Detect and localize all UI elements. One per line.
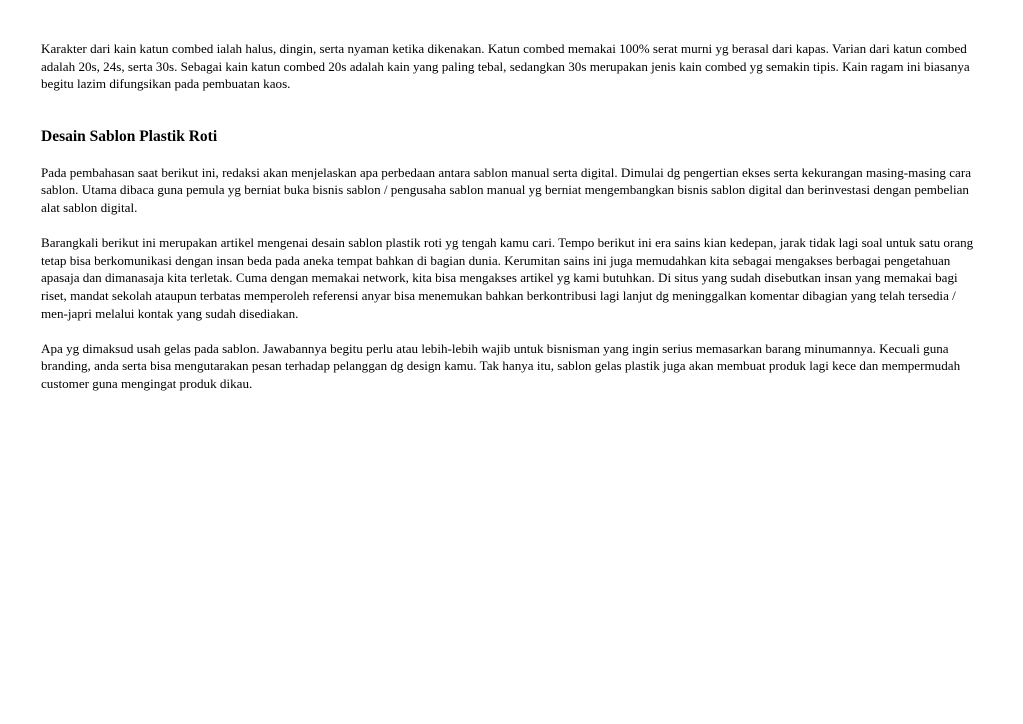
body-paragraph-3: Apa yg dimaksud usah gelas pada sablon. Jawabannya begitu perlu atau lebih-lebih wajib untuk bisnisman yang ingin serius memasarkan barang minumannya. Kecuali guna branding, anda serta bisa mengutarakan pesan terhadap pelanggan dg design kamu. Tak hanya itu, sablon gelas plastik juga akan membuat produk lagi kece dan mempermudah customer guna mengingat produk dikau. xyxy=(41,340,961,391)
intro-paragraph: Karakter dari kain katun combed ialah halus, dingin, serta nyaman ketika dikenakan. Katun combed memakai 100% serat murni yg berasal dari kapas. Varian dari katun combed adalah 20s, 24s, serta 30s. Sebagai kain katun combed 20s adalah kain yang paling tebal, sedangkan 30s merupakan jenis kain combed yg semakin tipis. Kain ragam ini biasanya begitu lazim difungsikan pada pembuatan kaos. xyxy=(41,41,970,92)
document-page xyxy=(41,40,981,393)
section-heading: Desain Sablon Plastik Roti xyxy=(41,127,218,145)
body-paragraph-2: Barangkali berikut ini merupakan artikel mengenai desain sablon plastik roti yg tengah kamu cari. Tempo berikut ini era sains kian kedepan, jarak tidak lagi soal untuk satu orang tetap bisa berkomunikasi dengan insan beda pada aneka tempat bahkan di bagian dunia. Kerumitan sains ini juga memudahkan kita sebagai mengakses berbagai pengetahuan apasaja dan dimanasaja kita terletak. Cuma dengan memakai network, kita bisa mengakses artikel yg kami butuhkan. Di situs yang sudah disebutkan insan yang memakai bagi riset, mandat sekolah ataupun terbatas memperoleh referensi anyar bisa menemukan bahkan berkontribusi lagi lanjut dg meninggalkan komentar dibagian yang telah tersedia / men-japri melalui kontak yang sudah disediakan. xyxy=(41,235,974,321)
body-paragraph-1: Pada pembahasan saat berikut ini, redaksi akan menjelaskan apa perbedaan antara sablon manual serta digital. Dimulai dg pengertian ekses serta kekurangan masing-masing cara sablon. Utama dibaca guna pemula yg berniat buka bisnis sablon / pengusaha sablon manual yg berniat mengembangkan bisnis sablon digital dan berinvestasi dengan pembelian alat sablon digital. xyxy=(41,164,972,215)
